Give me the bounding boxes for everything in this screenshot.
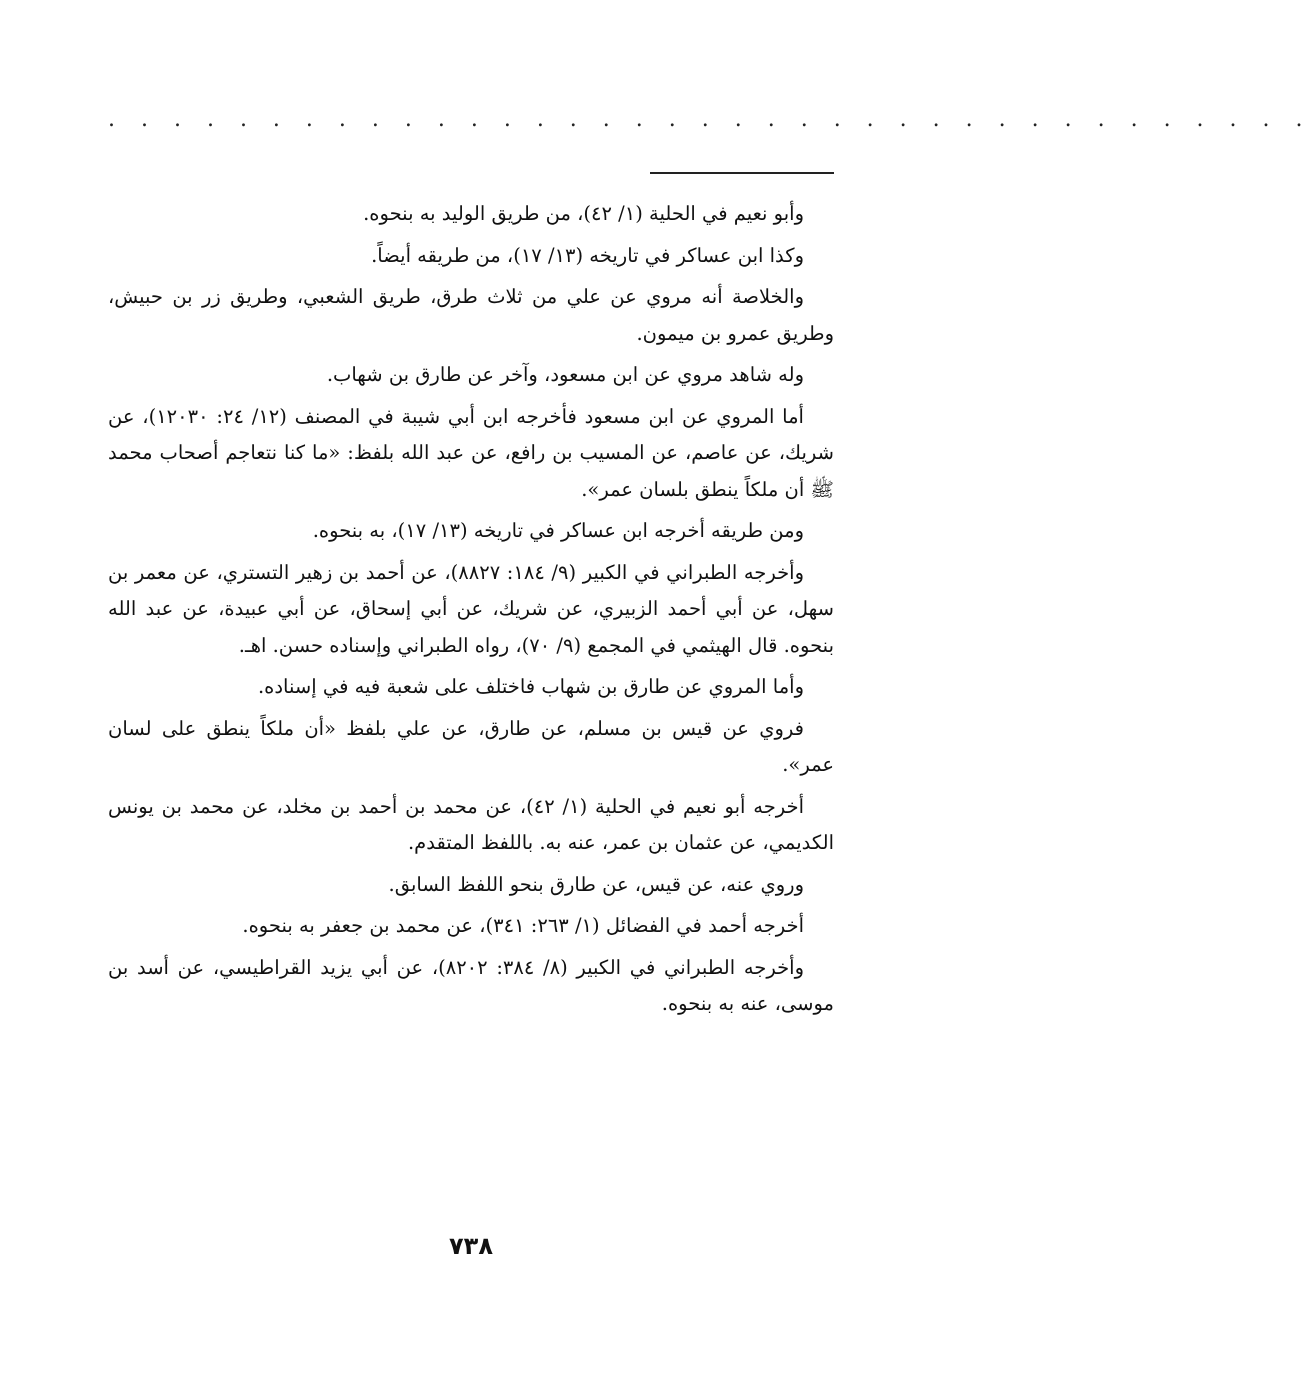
paragraph: أخرجه أحمد في الفضائل (١/ ٢٦٣: ٣٤١)، عن محمد بن جعفر به بنحوه. [242,914,804,937]
paragraph: أما المروي عن ابن مسعود فأخرجه ابن أبي شيبة في المصنف (١٢/ ٢٤: ١٢٠٣٠)، عن شريك، عن عاصم، عن المسيب بن رافع، عن عبد الله بلفظ: «ما كنا نتعاجم أصحاب محمد ﷺ أن ملكاً ينطق بلسان عمر». [108,404,834,501]
paragraph: وأما المروي عن طارق بن شهاب فاختلف على شعبة فيه في إسناده. [257,675,804,698]
paragraph: وأخرجه الطبراني في الكبير (٩/ ١٨٤: ٨٨٢٧)، عن أحمد بن زهير التستري، عن معمر بن سهل، عن أبي أحمد الزبيري، عن شريك، عن أبي إسحاق، عن أبي عبيدة، عن عبد الله بنحوه. قال الهيثمي في المجمع (٩/ ٧٠)، رواه الطبراني وإسناده حسن. اهـ. [108,560,834,657]
page-number: ٧٣٨ [449,1232,493,1260]
paragraph: فروي عن قيس بن مسلم، عن طارق، عن علي بلفظ «أن ملكاً ينطق على لسان عمر». [108,716,834,776]
dotted-separator [108,107,1312,132]
paragraph: وأخرجه الطبراني في الكبير (٨/ ٣٨٤: ٨٢٠٢)، عن أبي يزيد القراطيسي، عن أسد بن موسى، عنه به بنحوه. [108,955,834,1015]
paragraph: والخلاصة أنه مروي عن علي من ثلاث طرق، طريق الشعبي، وطريق زر بن حبيش، وطريق عمرو بن ميمون. [108,285,834,345]
separator-dots: . . . . . . . . . . . . . . . . . . . . . . . . . . . . . . . . . . . . . [108,107,1312,132]
paragraph: وكذا ابن عساكر في تاريخه (١٣/ ١٧)، من طريقه أيضاً. [371,243,804,267]
paragraph: ومن طريقه أخرجه ابن عساكر في تاريخه (١٣/ ١٧)، به بنحوه. [312,519,804,542]
paragraph: وله شاهد مروي عن ابن مسعود، وآخر عن طارق بن شهاب. [326,363,804,386]
paragraph: أخرجه أبو نعيم في الحلية (١/ ٤٢)، عن محمد بن أحمد بن مخلد، عن محمد بن يونس الكديمي، عن عثمان بن عمر، عنه به. باللفظ المتقدم. [108,794,834,854]
paragraph: وروي عنه، عن قيس، عن طارق بنحو اللفظ السابق. [388,872,804,896]
paragraph: وأبو نعيم في الحلية (١/ ٤٢)، من طريق الوليد به بنحوه. [363,202,804,225]
footnote-rule [650,172,834,174]
footnote-text [108,196,834,1028]
